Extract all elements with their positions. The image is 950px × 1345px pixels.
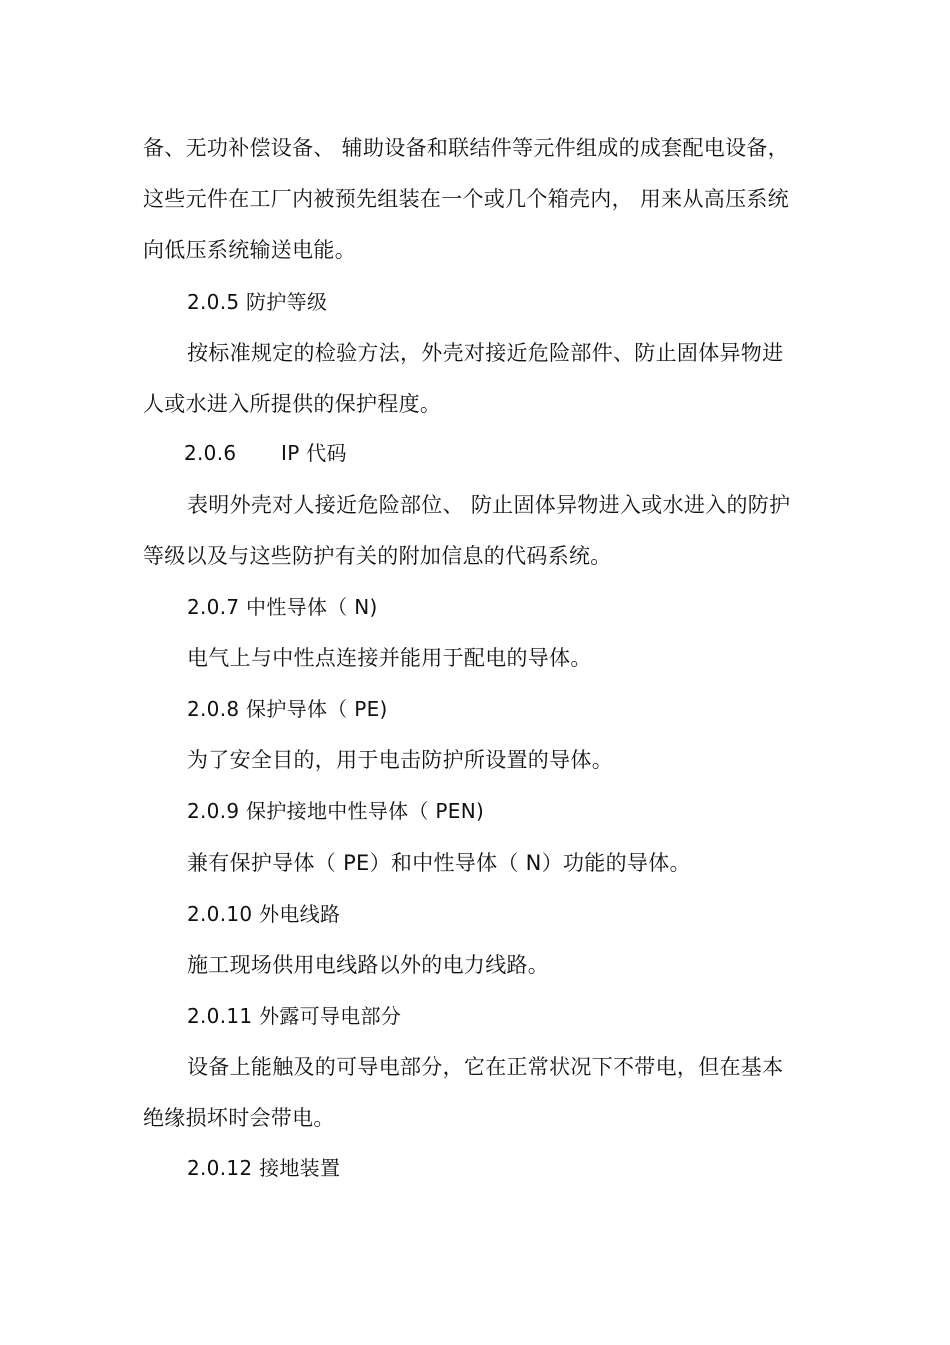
section-heading-2-0-6 [184, 438, 854, 468]
paragraph-line: 设备上能触及的可导电部分，它在正常状况下不带电，但在基本 [187, 1055, 784, 1079]
paragraph-line: 兼有保护导体（ PE）和中性导体（ N）功能的导体。 [187, 851, 691, 875]
paragraph-line: 为了安全目的，用于电击防护所设置的导体。 [187, 748, 613, 772]
section-heading-2-0-7: 2.0.7 中性导体（ N) [187, 595, 378, 619]
section-heading-2-0-12: 2.0.12 接地装置 [187, 1156, 341, 1180]
section-heading-2-0-11: 2.0.11 外露可导电部分 [187, 1004, 402, 1028]
paragraph-line: 表明外壳对人接近危险部位、 防止固体异物进入或水进入的防护 [187, 493, 791, 517]
paragraph-line: 按标准规定的检验方法，外壳对接近危险部件、防止固体异物进 [187, 341, 784, 365]
section-heading-2-0-8: 2.0.8 保护导体（ PE) [187, 697, 388, 721]
section-number: 2.0.6 [184, 441, 237, 465]
section-heading-2-0-10: 2.0.10 外电线路 [187, 902, 341, 926]
paragraph-line: 人或水进入所提供的保护程度。 [143, 392, 442, 416]
section-title: IP 代码 [281, 441, 347, 465]
section-heading-2-0-5: 2.0.5 防护等级 [187, 290, 328, 314]
paragraph-line: 施工现场供用电线路以外的电力线路。 [187, 953, 550, 977]
paragraph-line: 向低压系统输送电能。 [143, 238, 356, 262]
section-heading-2-0-9: 2.0.9 保护接地中性导体（ PEN) [187, 799, 485, 823]
paragraph-line: 这些元件在工厂内被预先组装在一个或几个箱壳内， 用来从高压系统 [143, 187, 789, 211]
paragraph-line: 备、无功补偿设备、 辅助设备和联结件等元件组成的成套配电设备， [143, 136, 789, 160]
paragraph-line: 电气上与中性点连接并能用于配电的导体。 [187, 646, 592, 670]
paragraph-line: 绝缘损坏时会带电。 [143, 1106, 335, 1130]
paragraph-line: 等级以及与这些防护有关的附加信息的代码系统。 [143, 544, 612, 568]
